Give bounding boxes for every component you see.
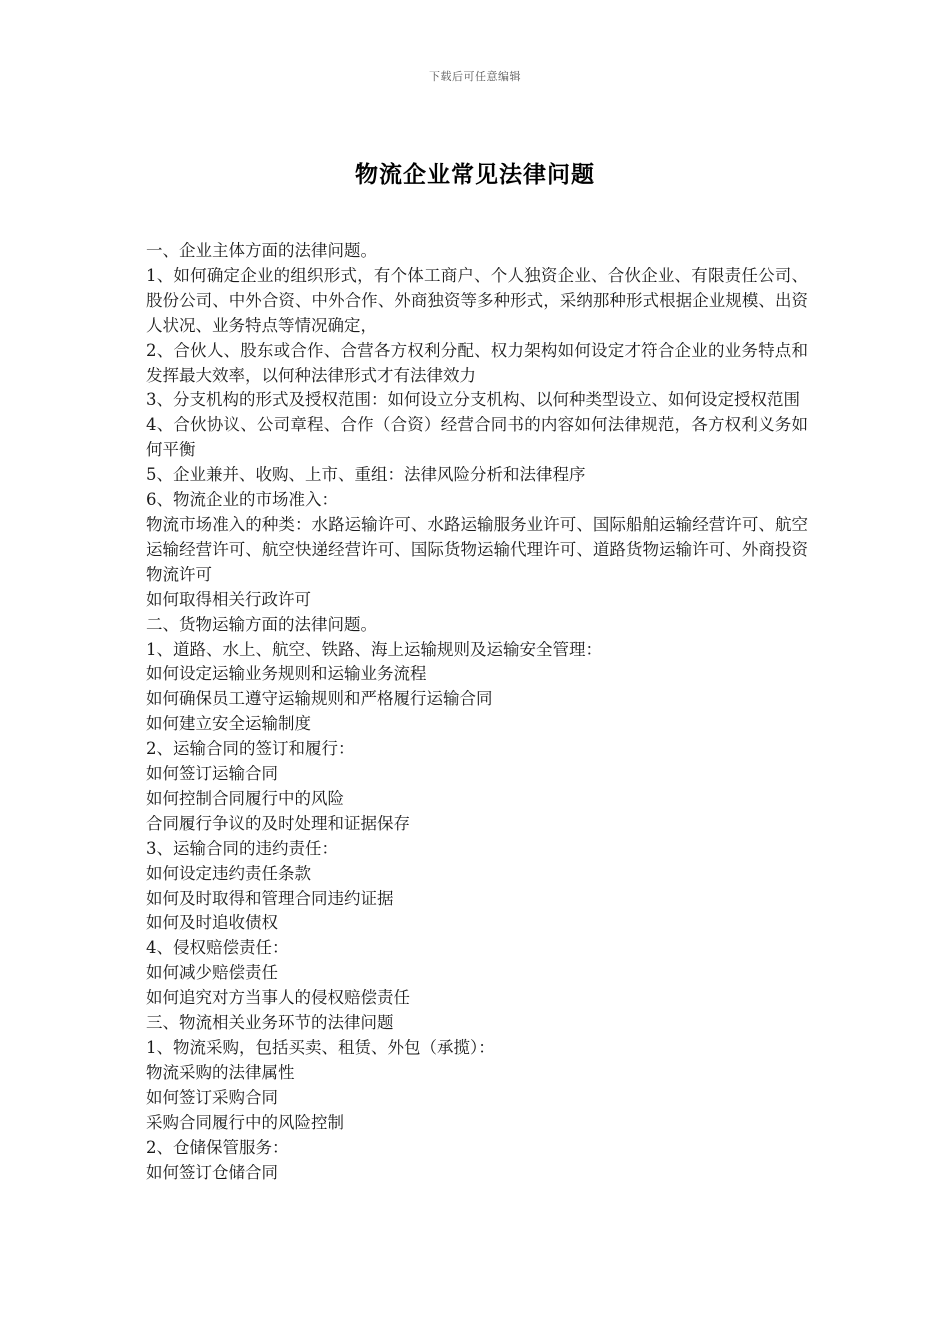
paragraph-2-3-c: 如何及时追收债权: [146, 913, 278, 933]
paragraph-1-3: 3、分支机构的形式及授权范围：如何设立分支机构、以何种类型设立、如何设定授权范围: [146, 390, 800, 410]
paragraph-1-5: 5、企业兼并、收购、上市、重组：法律风险分析和法律程序: [146, 465, 586, 485]
paragraph-2-4: 4、侵权赔偿责任：: [146, 938, 289, 958]
header-note: 下载后可任意编辑: [429, 70, 521, 83]
document-body: [146, 239, 808, 1185]
paragraph-3-2-a: 如何签订仓储合同: [146, 1162, 278, 1182]
paragraph-1-6-permit: 如何取得相关行政许可: [146, 589, 311, 609]
paragraph-2-4-b: 如何追究对方当事人的侵权赔偿责任: [146, 988, 410, 1008]
paragraph-3-1-c: 采购合同履行中的风险控制: [146, 1112, 344, 1132]
paragraph-1-1: 1、如何确定企业的组织形式，有个体工商户、个人独资企业、合伙企业、有限责任公司、股份公司、中外合资、中外合作、外商独资等多种形式，采纳那种形式根据企业规模、出资人状况、业务特点等情况确定，: [146, 265, 808, 335]
paragraph-1-6: 6、物流企业的市场准入：: [146, 490, 338, 510]
paragraph-2-1: 1、道路、水上、航空、铁路、海上运输规则及运输安全管理：: [146, 639, 602, 659]
document-title: 物流企业常见法律问题: [355, 161, 595, 188]
paragraph-3-2: 2、仓储保管服务：: [146, 1137, 289, 1157]
paragraph-2-1-b: 如何确保员工遵守运输规则和严格履行运输合同: [146, 689, 493, 709]
paragraph-1-4: 4、合伙协议、公司章程、合作（合资）经营合同书的内容如何法律规范，各方权利义务如何平衡: [146, 415, 808, 460]
paragraph-2-1-a: 如何设定运输业务规则和运输业务流程: [146, 664, 427, 684]
section-heading-1: 一、企业主体方面的法律问题。: [146, 241, 377, 260]
section-heading-2: 二、货物运输方面的法律问题。: [146, 614, 377, 634]
paragraph-2-2-b: 如何控制合同履行中的风险: [146, 788, 344, 808]
paragraph-3-1-b: 如何签订采购合同: [146, 1087, 278, 1107]
paragraph-3-1: 1、物流采购，包括买卖、租赁、外包（承揽）：: [146, 1038, 495, 1057]
paragraph-1-2: 2、合伙人、股东或合作、合营各方权利分配、权力架构如何设定才符合企业的业务特点和发挥最大效率，以何种法律形式才有法律效力: [146, 340, 808, 385]
paragraph-2-3-a: 如何设定违约责任条款: [146, 863, 311, 883]
paragraph-2-1-c: 如何建立安全运输制度: [146, 714, 311, 734]
paragraph-2-2-a: 如何签订运输合同: [146, 764, 278, 784]
paragraph-3-1-a: 物流采购的法律属性: [146, 1062, 295, 1082]
paragraph-1-6-types: 物流市场准入的种类：水路运输许可、水路运输服务业许可、国际船舶运输经营许可、航空运输经营许可、航空快递经营许可、国际货物运输代理许可、道路货物运输许可、外商投资物流许可: [146, 514, 808, 584]
paragraph-2-2-c: 合同履行争议的及时处理和证据保存: [146, 813, 410, 833]
paragraph-2-2: 2、运输合同的签订和履行：: [146, 739, 355, 759]
section-heading-3: 三、物流相关业务环节的法律问题: [146, 1013, 394, 1033]
paragraph-2-3-b: 如何及时取得和管理合同违约证据: [146, 888, 394, 908]
paragraph-2-3: 3、运输合同的违约责任：: [146, 838, 338, 858]
paragraph-2-4-a: 如何减少赔偿责任: [146, 963, 278, 983]
